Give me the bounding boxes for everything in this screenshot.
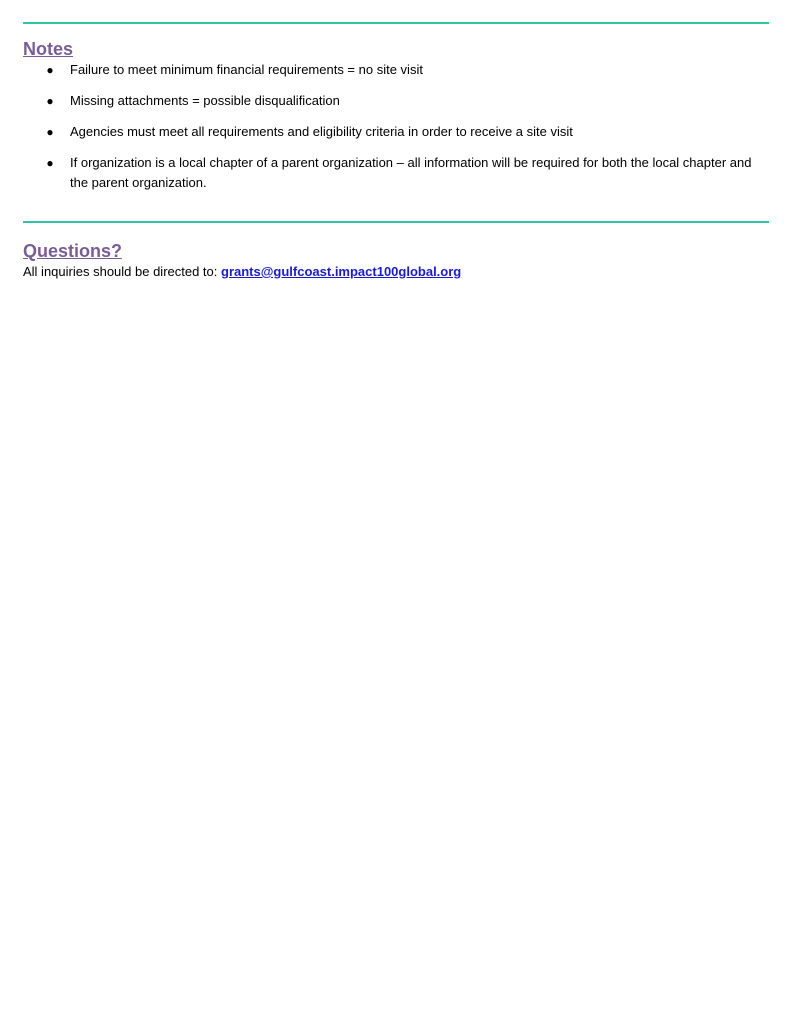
top-divider (23, 22, 769, 24)
list-item (23, 91, 753, 111)
bullet-icon: ● (46, 125, 54, 139)
inquiry-text: All inquiries should be directed to: (23, 264, 222, 279)
bullet-icon: ● (46, 63, 54, 77)
note-text: If organization is a local chapter of a parent organization – all information will be required for both the local chapter and the parent organization. (70, 155, 752, 190)
bullet-icon: ● (46, 94, 54, 108)
list-item (23, 60, 753, 80)
bullet-icon: ● (46, 156, 54, 170)
note-text: Failure to meet minimum financial requirements = no site visit (70, 62, 423, 77)
email-link[interactable]: grants@gulfcoast.impact100global.org (221, 264, 462, 279)
list-item (23, 122, 753, 142)
notes-list (23, 60, 753, 204)
questions-heading: Questions? (23, 241, 123, 261)
note-text: Agencies must meet all requirements and eligibility criteria in order to receive a site visit (70, 124, 573, 139)
note-text: Missing attachments = possible disqualification (70, 93, 340, 108)
section-divider (23, 221, 769, 223)
inquiry-line (23, 263, 461, 281)
list-item (23, 153, 753, 193)
notes-heading: Notes (23, 39, 74, 59)
